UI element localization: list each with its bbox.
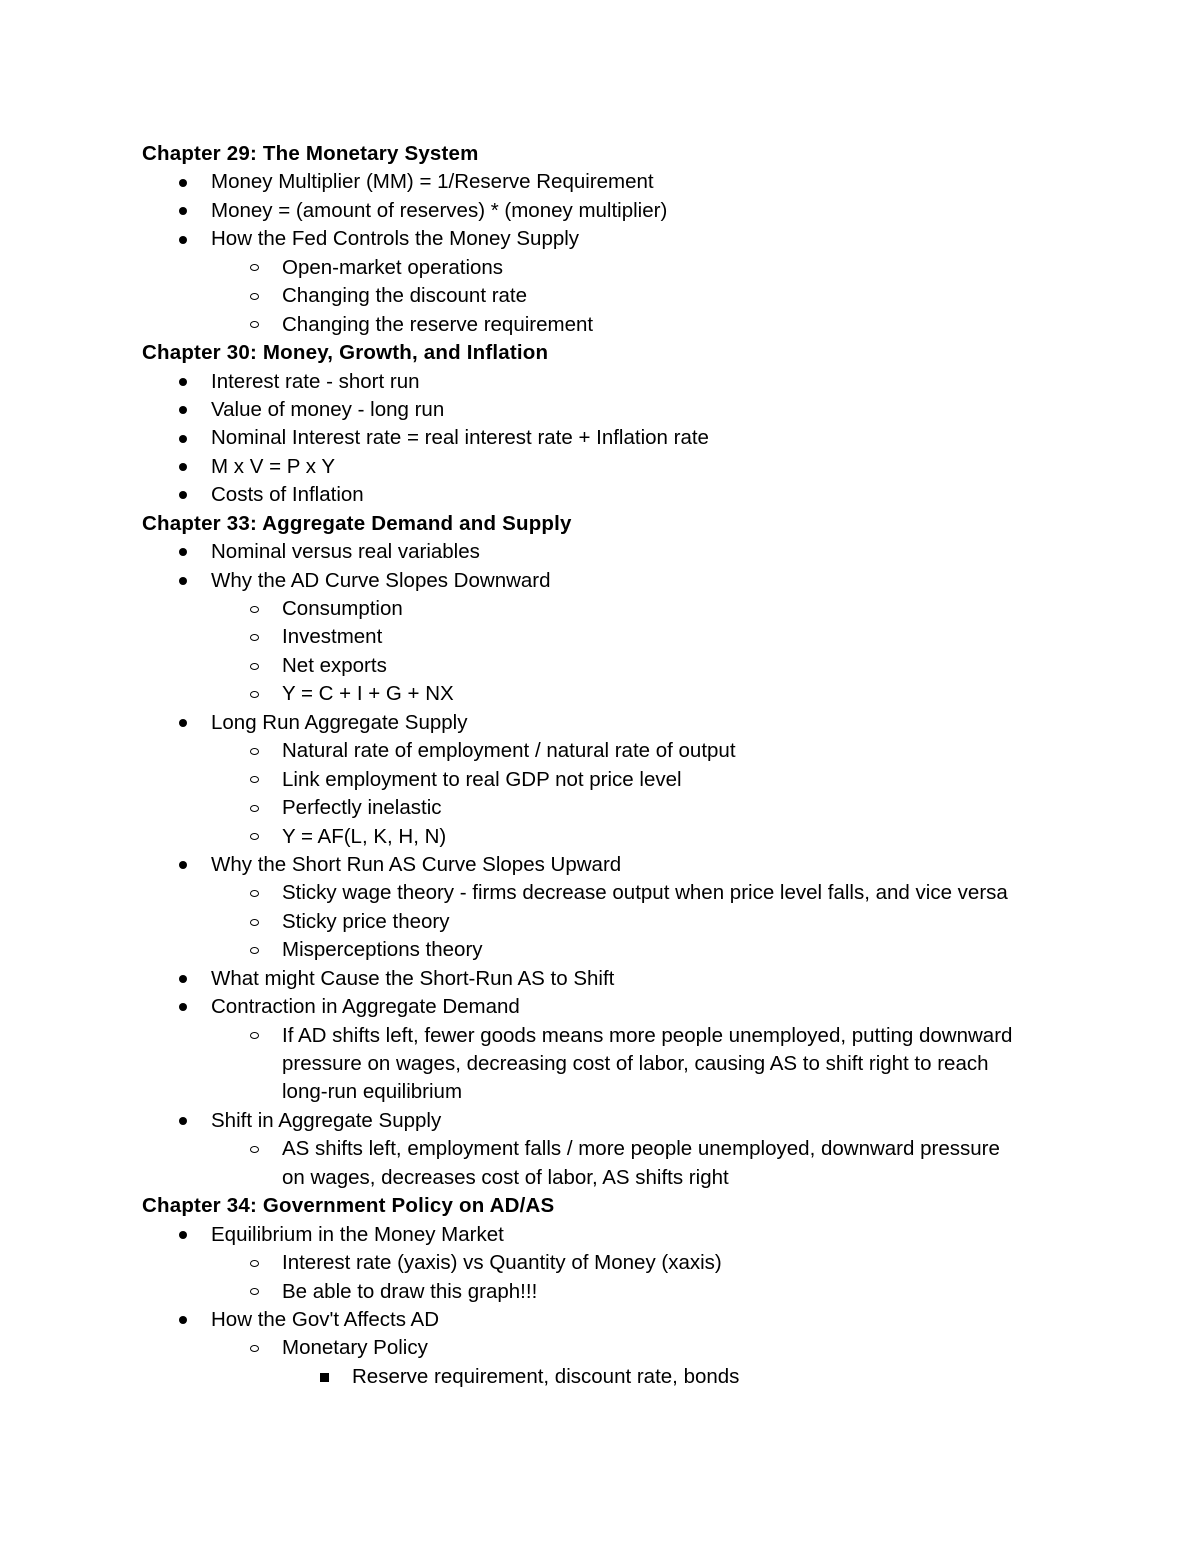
list-item	[142, 1107, 1142, 1135]
item-text: Reserve requirement, discount rate, bonds	[352, 1364, 740, 1388]
list-item	[142, 766, 1142, 794]
bullet-dot-icon	[176, 1306, 190, 1334]
list-item	[142, 823, 1142, 851]
bullet-dot-icon	[176, 709, 190, 737]
list-item	[142, 197, 1142, 225]
bullet-circle-icon	[247, 1278, 261, 1306]
list-item	[142, 1249, 1142, 1277]
list-item	[142, 567, 1142, 595]
item-text: Why the AD Curve Slopes Downward	[211, 568, 551, 592]
bullet-dot-icon	[176, 396, 190, 424]
item-text: Sticky price theory	[282, 909, 450, 933]
item-text: Misperceptions theory	[282, 938, 483, 962]
bullet-circle-icon	[247, 282, 261, 310]
bullet-circle-icon	[247, 879, 261, 907]
item-text: long-run equilibrium	[282, 1080, 463, 1104]
list-item	[142, 1334, 1142, 1362]
list-item	[142, 1363, 1142, 1391]
heading-text: Chapter 33: Aggregate Demand and Supply	[142, 511, 572, 535]
list-item	[142, 424, 1142, 452]
item-text: Value of money - long run	[211, 397, 445, 421]
bullet-circle-icon	[247, 680, 261, 708]
item-text: Sticky wage theory - firms decrease output when price level falls, and vice versa	[282, 881, 1008, 905]
bullet-dot-icon	[176, 225, 190, 253]
bullet-dot-icon	[176, 965, 190, 993]
bullet-circle-icon	[247, 1249, 261, 1277]
bullet-circle-icon	[247, 823, 261, 851]
item-text: on wages, decreases cost of labor, AS shifts right	[282, 1165, 729, 1189]
bullet-square-icon	[317, 1363, 331, 1391]
item-text: Natural rate of employment / natural rate of output	[282, 739, 736, 763]
chapter-heading	[142, 339, 1142, 367]
item-text: Net exports	[282, 653, 387, 677]
item-text: If AD shifts left, fewer goods means more people unemployed, putting downward	[282, 1023, 1013, 1047]
list-item	[142, 936, 1142, 964]
list-item	[142, 282, 1142, 310]
item-text: Changing the discount rate	[282, 284, 528, 308]
list-item	[142, 1164, 1142, 1192]
bullet-circle-icon	[247, 623, 261, 651]
bullet-circle-icon	[247, 1334, 261, 1362]
item-text: Consumption	[282, 597, 403, 620]
bullet-dot-icon	[176, 851, 190, 879]
item-text: AS shifts left, employment falls / more people unemployed, downward pressure	[282, 1137, 1000, 1161]
bullet-dot-icon	[176, 197, 190, 225]
bullet-dot-icon	[176, 538, 190, 566]
item-text: Interest rate (yaxis) vs Quantity of Money (xaxis)	[282, 1251, 722, 1275]
bullet-dot-icon	[176, 993, 190, 1021]
bullet-circle-icon	[247, 1022, 261, 1050]
chapter-heading	[142, 1192, 1142, 1220]
item-text: Changing the reserve requirement	[282, 312, 594, 336]
item-text: Costs of Inflation	[211, 483, 364, 507]
item-text: Nominal Interest rate = real interest rate + Inflation rate	[211, 426, 709, 450]
bullet-circle-icon	[247, 311, 261, 339]
bullet-dot-icon	[176, 1107, 190, 1135]
bullet-dot-icon	[176, 453, 190, 481]
item-text: pressure on wages, decreasing cost of labor, causing AS to shift right to reach	[282, 1052, 989, 1075]
item-text: Why the Short Run AS Curve Slopes Upward	[211, 852, 622, 876]
item-text: Monetary Policy	[282, 1336, 428, 1360]
list-item	[142, 709, 1142, 737]
list-item	[142, 1078, 1142, 1106]
bullet-circle-icon	[247, 1135, 261, 1163]
item-text: What might Cause the Short-Run AS to Shift	[211, 966, 615, 990]
bullet-dot-icon	[176, 1221, 190, 1249]
list-item	[142, 851, 1142, 879]
list-item	[142, 737, 1142, 765]
item-text: How the Gov't Affects AD	[211, 1307, 440, 1331]
item-text: M x V = P x Y	[211, 454, 336, 478]
item-text: Interest rate - short run	[211, 369, 420, 393]
bullet-dot-icon	[176, 481, 190, 509]
item-text: Shift in Aggregate Supply	[211, 1108, 442, 1132]
bullet-circle-icon	[247, 766, 261, 794]
bullet-dot-icon	[176, 368, 190, 396]
list-item	[142, 965, 1142, 993]
item-text: Open-market operations	[282, 255, 504, 279]
list-item	[142, 993, 1142, 1021]
list-item	[142, 879, 1142, 907]
list-item	[142, 1050, 1142, 1078]
item-text: Long Run Aggregate Supply	[211, 710, 468, 734]
heading-text: Chapter 30: Money, Growth, and Inflation	[142, 341, 549, 365]
list-item	[142, 538, 1142, 566]
list-item	[142, 1135, 1142, 1163]
item-text: Money Multiplier (MM) = 1/Reserve Requirement	[211, 170, 654, 194]
item-text: Nominal versus real variables	[211, 540, 480, 564]
list-item	[142, 1306, 1142, 1334]
list-item	[142, 680, 1142, 708]
heading-text: Chapter 29: The Monetary System	[142, 142, 479, 165]
item-text: Y = AF(L, K, H, N)	[282, 824, 447, 848]
list-item	[142, 794, 1142, 822]
bullet-dot-icon	[176, 168, 190, 196]
item-text: How the Fed Controls the Money Supply	[211, 227, 580, 251]
chapter-heading	[142, 140, 1142, 168]
list-item	[142, 481, 1142, 509]
item-text: Link employment to real GDP not price level	[282, 767, 682, 791]
bullet-circle-icon	[247, 908, 261, 936]
item-text: Contraction in Aggregate Demand	[211, 995, 520, 1019]
document-body	[142, 140, 1142, 1391]
item-text: Y = C + I + G + NX	[282, 682, 454, 706]
bullet-dot-icon	[176, 424, 190, 452]
item-text: Investment	[282, 625, 383, 649]
bullet-circle-icon	[247, 737, 261, 765]
list-item	[142, 1022, 1142, 1050]
list-item	[142, 1221, 1142, 1249]
chapter-heading	[142, 510, 1142, 538]
bullet-circle-icon	[247, 936, 261, 964]
bullet-circle-icon	[247, 652, 261, 680]
list-item	[142, 168, 1142, 196]
list-item	[142, 453, 1142, 481]
list-item	[142, 595, 1142, 623]
list-item	[142, 254, 1142, 282]
bullet-circle-icon	[247, 595, 261, 623]
list-item	[142, 225, 1142, 253]
bullet-dot-icon	[176, 567, 190, 595]
bullet-circle-icon	[247, 254, 261, 282]
item-text: Equilibrium in the Money Market	[211, 1222, 504, 1246]
heading-text: Chapter 34: Government Policy on AD/AS	[142, 1194, 555, 1218]
list-item	[142, 652, 1142, 680]
bullet-circle-icon	[247, 794, 261, 822]
item-text: Money = (amount of reserves) * (money multiplier)	[211, 198, 668, 222]
list-item	[142, 311, 1142, 339]
list-item	[142, 396, 1142, 424]
item-text: Be able to draw this graph!!!	[282, 1279, 538, 1303]
item-text: Perfectly inelastic	[282, 796, 442, 820]
list-item	[142, 623, 1142, 651]
list-item	[142, 908, 1142, 936]
list-item	[142, 368, 1142, 396]
list-item	[142, 1278, 1142, 1306]
